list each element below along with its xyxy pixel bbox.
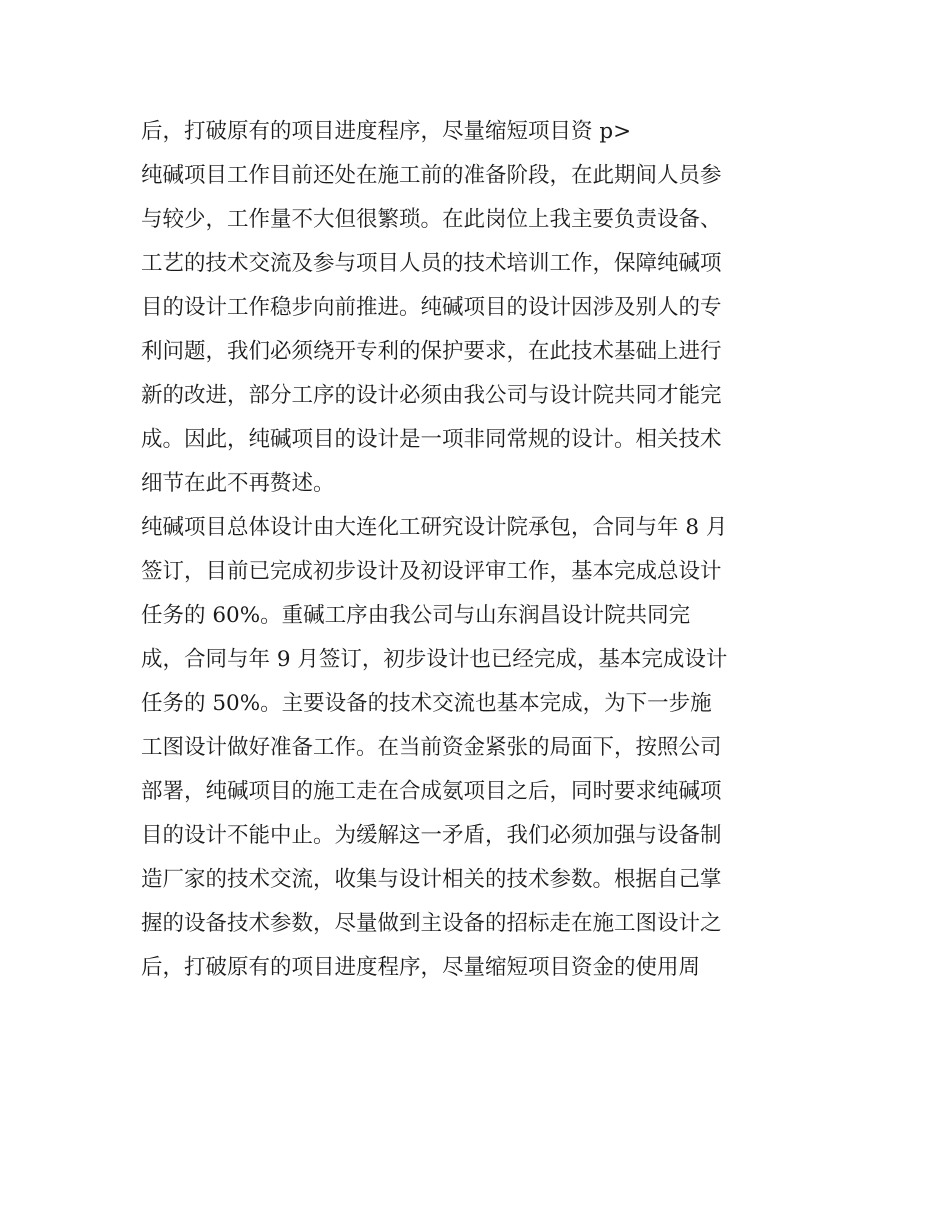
text-line: 新的改进，部分工序的设计必须由我公司与设计院共同才能完 [141,383,722,408]
text-line: 任务的 60%。重碱工序由我公司与山东润昌设计院共同完 [141,603,691,628]
text-line: 工图设计做好准备工作。在当前资金紧张的局面下，按照公司 [141,735,722,760]
text-line: 后，打破原有的项目进度程序，尽量缩短项目资 p> [141,119,632,144]
text-line: 细节在此不再赘述。 [141,471,335,496]
text-line: 造厂家的技术交流，收集与设计相关的技术参数。根据自己掌 [141,867,722,892]
text-line: 目的设计不能中止。为缓解这一矛盾，我们必须加强与设备制 [141,823,722,848]
text-line: 纯碱项目总体设计由大连化工研究设计院承包，合同与年 8 月 [141,515,728,540]
text-line: 成，合同与年 9 月签订，初步设计也已经完成，基本完成设计 [141,647,728,672]
text-line: 利问题，我们必须绕开专利的保护要求，在此技术基础上进行 [141,339,722,364]
text-line: 部署，纯碱项目的施工走在合成氨项目之后，同时要求纯碱项 [141,779,722,804]
text-line: 后，打破原有的项目进度程序，尽量缩短项目资金的使用周 [141,955,701,980]
text-line: 纯碱项目工作目前还处在施工前的准备阶段，在此期间人员参 [141,163,722,188]
text-line: 工艺的技术交流及参与项目人员的技术培训工作，保障纯碱项 [141,251,722,276]
text-line: 握的设备技术参数，尽量做到主设备的招标走在施工图设计之 [141,911,722,936]
text-line: 目的设计工作稳步向前推进。纯碱项目的设计因涉及别人的专 [141,295,722,320]
text-line: 签订，目前已完成初步设计及初设评审工作，基本完成总设计 [141,559,722,584]
document-body [141,110,821,990]
text-line: 与较少，工作量不大但很繁琐。在此岗位上我主要负责设备、 [141,207,722,232]
text-line: 成。因此，纯碱项目的设计是一项非同常规的设计。相关技术 [141,427,722,452]
text-line: 任务的 50%。主要设备的技术交流也基本完成，为下一步施 [141,691,712,716]
